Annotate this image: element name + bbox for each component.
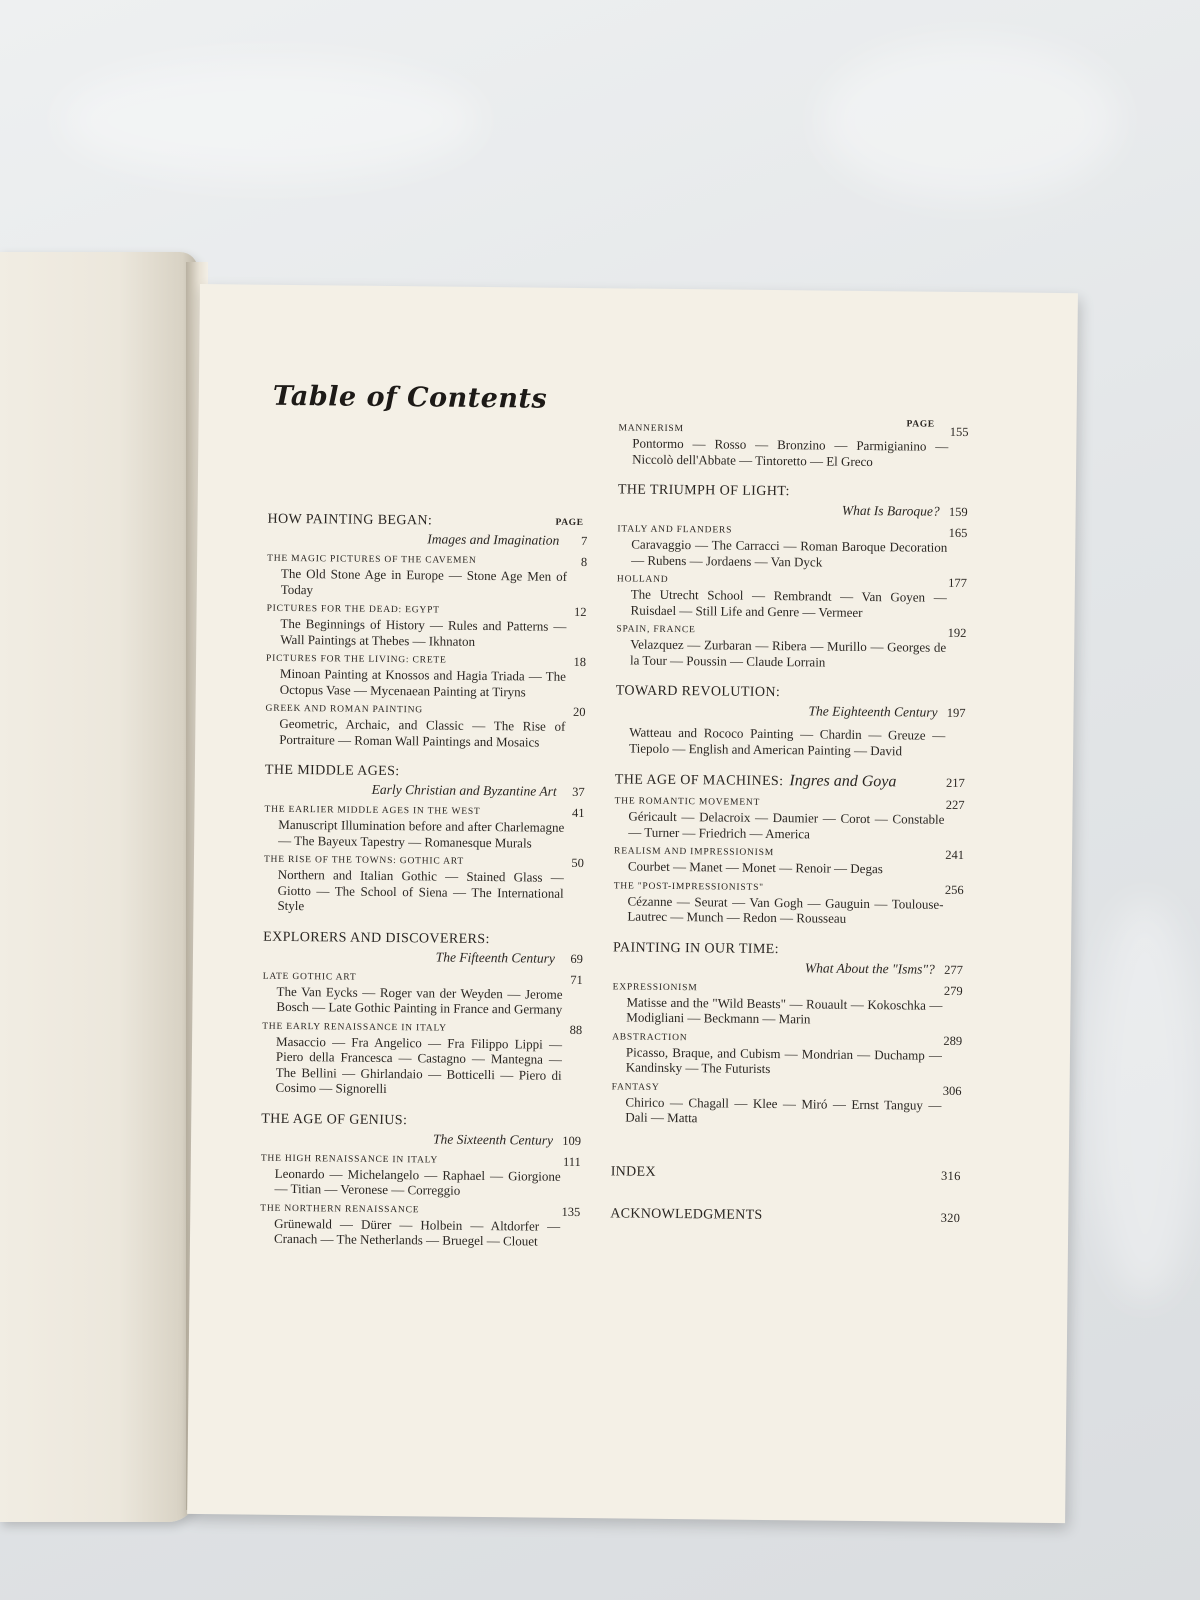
page-number: 88 [569,1022,583,1037]
subsection-heading: THE EARLIER MIDDLE AGES IN THE WEST [264,804,481,817]
subsection-description: Matisse and the "Wild Beasts" — Rouault — Kokoschka — Modigliani — Beckmann — Marin [626,994,943,1027]
subsection-description: Minoan Painting at Knossos and Hagia Triada — The Octopus Vase — Mycenaean Painting at Tiryns [279,665,566,699]
section-title: HOW PAINTING BEGAN: [267,511,433,529]
subsection-description: Geometric, Archaic, and Classic — The Rise of Portraiture — Roman Wall Paintings and Mosaics [279,715,566,750]
page-number: 256 [944,882,964,897]
toc-subsection [265,703,586,750]
subsection-description: The Van Eycks — Roger van der Weyden — Jerome Bosch — Late Gothic Painting in France and Germany [276,983,563,1017]
page-number: 320 [940,1210,961,1225]
page-number: 177 [948,575,967,591]
page-number: 277 [944,962,963,977]
page-number: 289 [943,1033,963,1048]
page-number: 227 [945,797,965,813]
section-subtitle-row [267,529,588,550]
subsection-heading: MANNERISM [618,423,684,435]
section-subtitle-row [263,946,584,967]
toc-section [262,928,584,1098]
subsection-heading: FANTASY [611,1081,660,1093]
section-subtitle: Ingres and Goya [789,772,897,791]
toc-subsection [617,523,968,570]
subsection-heading: PICTURES FOR THE LIVING: CRETE [266,653,447,666]
section-subtitle-row [613,957,963,978]
section-subtitle-row [615,700,966,721]
section-title: TOWARD REVOLUTION: [615,683,781,701]
page-number: 8 [580,555,588,570]
section-subtitle: What About the "Isms"? [804,959,935,977]
page-number: 306 [942,1083,962,1098]
toc-subsection [267,553,588,600]
page-column-label-right: PAGE [906,419,935,430]
toc-subsection [611,1081,962,1128]
subsection-heading: THE MAGIC PICTURES OF THE CAVEMEN [267,553,477,566]
subsection-heading: EXPRESSIONISM [612,981,698,993]
section-subtitle: The Sixteenth Century [433,1130,554,1148]
acknowledgments-label: ACKNOWLEDGMENTS [610,1205,763,1223]
page-number: 316 [940,1168,961,1183]
left-page [0,252,198,1522]
toc-subsection [616,623,967,670]
index-entry [610,1163,961,1184]
subsection-description: Courbet — Manet — Monet — Renoir — Degas [627,858,883,877]
page-title: Table of Contents [272,380,548,415]
toc-subsection [263,854,585,917]
subsection-heading: HOLLAND [616,574,669,585]
page-number: 155 [949,424,969,440]
section-subtitle: The Eighteenth Century [808,703,938,720]
cloth-fold [60,60,480,180]
subsection-description: Cézanne — Seurat — Van Gogh — Gauguin — Toulouse-Lautrec — Munch — Redon — Rousseau [627,893,944,926]
subsection-heading: THE NORTHERN RENAISSANCE [260,1203,420,1215]
section-subtitle-row [261,1128,582,1149]
toc-subsection [612,981,963,1028]
toc-subsection [266,603,587,650]
subsection-description: The Utrecht School — Rembrandt — Van Goyen — Ruisdael — Still Life and Genre — Vermeer [630,586,947,620]
toc-section [613,770,965,927]
subsection-heading: SPAIN, FRANCE [616,624,696,636]
section-subtitle: Early Christian and Byzantine Art [371,781,557,799]
page-number: 135 [561,1204,581,1219]
subsection-description: Chirico — Chagall — Klee — Miró — Ernst Tanguy — Dali — Matta [625,1094,942,1126]
subsection-description: Watteau and Rococo Painting — Chardin — Greuze — Tiepolo — English and American Painting — David [629,724,946,758]
index-label: INDEX [610,1163,656,1180]
toc-subsection [260,1202,581,1249]
toc-page [187,284,1078,1523]
toc-section [260,1110,582,1249]
page-number: 18 [573,654,587,670]
acknowledgments-entry [610,1205,961,1226]
subsection-heading: THE RISE OF THE TOWNS: GOTHIC ART [263,854,465,867]
right-column [610,416,969,1226]
page-number: 109 [562,1133,582,1148]
toc-section [618,422,969,469]
section-subtitle: The Fifteenth Century [435,949,556,966]
subsection-description: Velazquez — Zurbaran — Ribera — Murillo — Georges de la Tour — Poussin — Claude Lorrain [630,636,947,670]
subsection-heading: PICTURES FOR THE DEAD: EGYPT [266,603,440,616]
page-column-label-left: PAGE [555,517,584,529]
subsection-heading: ABSTRACTION [612,1031,688,1043]
section-subtitle-row [265,780,585,801]
page-number: 111 [562,1154,581,1169]
toc-subsection [614,795,965,842]
page-number: 41 [571,805,585,821]
toc-subsection [615,724,945,758]
page-number: 279 [943,983,963,998]
page-number: 159 [948,504,968,520]
subsection-description: The Beginnings of History — Rules and Patterns — Wall Paintings at Thebes — Ikhnaton [280,615,567,649]
toc-subsection [614,845,965,877]
section-title-row [614,770,965,792]
page-number: 241 [945,847,965,863]
page-number: 217 [945,775,965,791]
subsection-heading: ITALY AND FLANDERS [617,524,733,536]
section-title: THE MIDDLE AGES: [264,762,400,780]
subsection-description: The Old Stone Age in Europe — Stone Age Men of Today [280,565,568,597]
subsection-description: Leonardo — Michelangelo — Raphael — Giorgione — Titian — Veronese — Correggio [274,1165,561,1198]
section-title: THE AGE OF GENIUS: [261,1111,408,1128]
toc-subsection [613,880,964,927]
section-subtitle-row [618,499,968,520]
toc-subsection [266,653,587,700]
cloth-fold [820,40,1120,200]
page-number: 37 [572,784,585,800]
subsection-heading: THE ROMANTIC MOVEMENT [614,796,761,808]
subsection-heading: LATE GOTHIC ART [262,971,357,983]
page-number: 69 [570,951,584,966]
subsection-description: Géricault — Delacroix — Daumier — Corot — Constable — Turner — Friedrich — America [628,808,945,841]
toc-subsection [260,1152,581,1199]
section-title: THE TRIUMPH OF LIGHT: [617,482,790,500]
page-number: 197 [946,705,966,721]
toc-section [263,762,585,917]
section-subtitle: Images and Imagination [427,531,560,548]
page-number: 165 [948,525,968,541]
toc-section [615,682,966,758]
subsection-heading: THE "POST-IMPRESSIONISTS" [613,880,764,893]
page-number: 71 [570,972,583,987]
page-number: 12 [574,604,587,620]
subsection-heading: GREEK AND ROMAN PAINTING [265,703,424,716]
toc-subsection [262,1020,583,1098]
subsection-description: Masaccio — Fra Angelico — Fra Filippo Lippi — Piero della Francesca — Castagno — Mantegna — The Bellini — Ghirlandaio — Botticelli — Piero di Cosimo — Signorelli [275,1033,563,1096]
toc-subsection [612,1031,963,1078]
section-title: PAINTING IN OUR TIME: [612,939,780,957]
page-number: 192 [947,625,967,641]
subsection-description: Northern and Italian Gothic — Stained Glass — Giotto — The School of Siena — The International Style [277,866,564,914]
subsection-description: Grünewald — Dürer — Holbein — Altdorfer — Cranach — The Netherlands — Bruegel — Clouet [273,1215,561,1249]
subsection-description: Picasso, Braque, and Cubism — Mondrian — Duchamp — Kandinsky — The Futurists [625,1044,943,1077]
section-subtitle: What Is Baroque? [841,502,940,519]
page-number: 7 [581,534,588,549]
toc-subsection [618,422,969,469]
section-title: EXPLORERS AND DISCOVERERS: [263,929,490,947]
subsection-description: Manuscript Illumination before and after Charlemagne — The Bayeux Tapestry — Romanesque Murals [278,816,565,851]
subsection-description: Caravaggio — The Carracci — Roman Baroque Decoration — Rubens — Jordaens — Van Dyck [631,536,948,570]
subsection-heading: THE EARLY RENAISSANCE IN ITALY [262,1021,447,1034]
page-number: 20 [572,704,586,720]
page-number: 50 [571,855,585,871]
subsection-heading: THE HIGH RENAISSANCE IN ITALY [260,1153,439,1166]
toc-subsection [616,573,967,620]
section-title: THE AGE OF MACHINES: [614,772,784,790]
cloth-fold [1090,900,1200,1300]
toc-subsection [264,804,585,851]
toc-section [616,481,968,670]
subsection-heading: REALISM AND IMPRESSIONISM [614,846,775,859]
subsection-description: Pontormo — Rosso — Bronzino — Parmigianino — Niccolò dell'Abbate — Tintoretto — El Greco [632,435,949,469]
toc-subsection [262,970,583,1017]
toc-section [611,939,963,1128]
